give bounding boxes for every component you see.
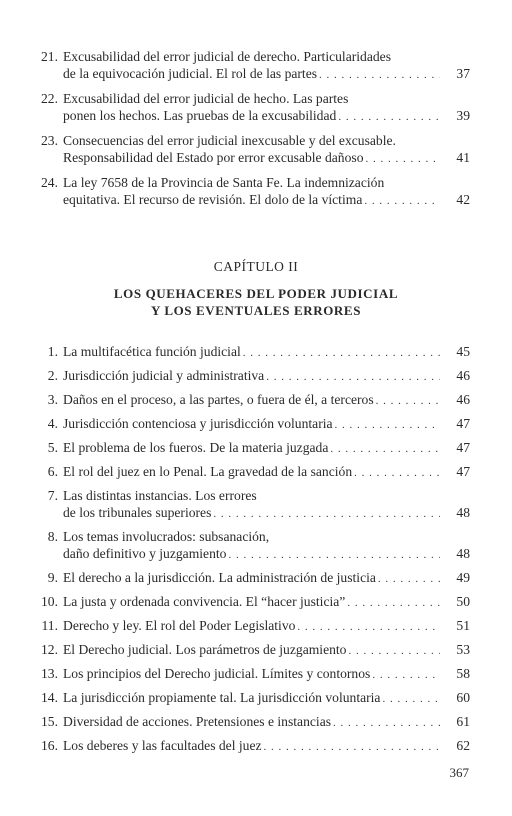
entry-page-number: 47 xyxy=(456,416,470,431)
leader-dots xyxy=(378,571,440,588)
leader-dots xyxy=(335,417,440,434)
page-number: 367 xyxy=(449,765,469,780)
toc-entry xyxy=(30,569,470,588)
entry-number: 16. xyxy=(41,738,58,753)
entry-line xyxy=(63,463,470,482)
toc-entry xyxy=(30,528,470,564)
entry-line xyxy=(63,569,470,588)
leader-dots xyxy=(243,345,440,362)
chapter-label: CAPÍTULO II xyxy=(213,259,299,274)
entry-body xyxy=(63,617,470,636)
entry-title-text: daño definitivo y juzgamiento xyxy=(63,546,227,561)
entry-title-text: Diversidad de acciones. Pretensiones e instancias xyxy=(63,714,332,729)
entry-title-text: Excusabilidad del error judicial de hecho. Las partes xyxy=(63,91,349,106)
entry-line xyxy=(63,593,470,612)
entry-title-text: Los temas involucrados: subsanación, xyxy=(63,529,270,544)
entry-body xyxy=(63,439,470,458)
toc-list-chapter-2 xyxy=(30,343,470,761)
entry-title-text: equitativa. El recurso de revisión. El dolo de la víctima xyxy=(63,192,363,207)
leader-dots xyxy=(297,619,440,636)
leader-dots xyxy=(366,151,441,168)
entry-number: 8. xyxy=(47,529,58,544)
entry-line xyxy=(63,343,470,362)
entry-number: 24. xyxy=(41,175,58,190)
toc-entry xyxy=(30,48,470,84)
entry-body xyxy=(63,48,470,84)
entry-title-text: El problema de los fueros. De la materia juzgada xyxy=(63,440,329,455)
toc-entry xyxy=(30,593,470,612)
entry-title-text: Jurisdicción judicial y administrativa xyxy=(63,368,265,383)
leader-dots xyxy=(330,441,440,458)
leader-dots xyxy=(382,691,440,708)
entry-line xyxy=(63,149,470,168)
entry-number: 11. xyxy=(41,618,58,633)
leader-dots xyxy=(333,715,440,732)
entry-number: 14. xyxy=(41,690,58,705)
entry-title-text: La multifacética función judicial xyxy=(63,344,241,359)
toc-list-chapter-1-continued xyxy=(30,48,470,216)
entry-page-number: 48 xyxy=(456,546,470,561)
leader-dots xyxy=(264,739,440,756)
entry-line xyxy=(63,689,470,708)
entry-line xyxy=(63,439,470,458)
entry-number: 3. xyxy=(47,392,58,407)
entry-body xyxy=(63,487,470,523)
leader-dots xyxy=(364,193,440,210)
entry-number: 1. xyxy=(47,344,58,359)
entry-line xyxy=(63,528,470,545)
entry-body xyxy=(63,367,470,386)
entry-title-text: La jurisdicción propiamente tal. La jurisdicción voluntaria xyxy=(63,690,381,705)
entry-number: 5. xyxy=(47,440,58,455)
entry-body xyxy=(63,569,470,588)
entry-page-number: 60 xyxy=(456,690,470,705)
entry-number: 10. xyxy=(41,594,58,609)
entry-page-number: 62 xyxy=(456,738,470,753)
entry-line xyxy=(63,545,470,564)
toc-entry xyxy=(30,487,470,523)
entry-page-number: 49 xyxy=(456,570,470,585)
entry-number: 4. xyxy=(47,416,58,431)
leader-dots xyxy=(213,506,440,523)
leader-dots xyxy=(338,109,440,126)
entry-title-text: Consecuencias del error judicial inexcusable y del excusable. xyxy=(63,133,396,148)
toc-entry xyxy=(30,617,470,636)
entry-body xyxy=(63,713,470,732)
entry-title-text: de los tribunales superiores xyxy=(63,505,212,520)
entry-body xyxy=(63,737,470,756)
entry-body xyxy=(63,593,470,612)
entry-title-text: Daños en el proceso, a las partes, o fuera de él, a terceros xyxy=(63,392,374,407)
leader-dots xyxy=(348,643,440,660)
leader-dots xyxy=(376,393,440,410)
entry-line xyxy=(63,737,470,756)
entry-page-number: 41 xyxy=(456,150,470,165)
entry-title-text: ponen los hechos. Las pruebas de la excusabilidad xyxy=(63,108,337,123)
entry-title-text: Excusabilidad del error judicial de derecho. Particularidades xyxy=(63,49,392,64)
entry-page-number: 39 xyxy=(456,108,470,123)
entry-body xyxy=(63,665,470,684)
entry-line xyxy=(63,65,470,84)
entry-page-number: 37 xyxy=(456,66,470,81)
entry-title-text: Las distintas instancias. Los errores xyxy=(63,488,257,503)
entry-line xyxy=(63,90,470,107)
entry-title-text: Los deberes y las facultades del juez xyxy=(63,738,262,753)
entry-title-text: El Derecho judicial. Los parámetros de juzgamiento xyxy=(63,642,347,657)
entry-title-text: La justa y ordenada convivencia. El “hacer justicia” xyxy=(63,594,346,609)
toc-entry xyxy=(30,391,470,410)
entry-line xyxy=(63,107,470,126)
entry-number: 22. xyxy=(41,91,58,106)
entry-line xyxy=(63,174,470,191)
entry-title-text: La ley 7658 de la Provincia de Santa Fe. La indemnización xyxy=(63,175,385,190)
entry-body xyxy=(63,463,470,482)
entry-page-number: 46 xyxy=(456,368,470,383)
entry-page-number: 50 xyxy=(456,594,470,609)
entry-body xyxy=(63,343,470,362)
entry-number: 9. xyxy=(47,570,58,585)
toc-entry xyxy=(30,174,470,210)
entry-number: 12. xyxy=(41,642,58,657)
toc-entry xyxy=(30,343,470,362)
toc-entry xyxy=(30,132,470,168)
toc-entry xyxy=(30,641,470,660)
leader-dots xyxy=(347,595,440,612)
entry-line xyxy=(63,504,470,523)
entry-body xyxy=(63,528,470,564)
entry-body xyxy=(63,90,470,126)
entry-title-text: Jurisdicción contenciosa y jurisdicción voluntaria xyxy=(63,416,333,431)
leader-dots xyxy=(372,667,440,684)
entry-line xyxy=(63,367,470,386)
entry-line xyxy=(63,415,470,434)
entry-page-number: 48 xyxy=(456,505,470,520)
chapter-title-line-1: LOS QUEHACERES DEL PODER JUDICIAL xyxy=(113,286,399,301)
leader-dots xyxy=(228,547,440,564)
entry-page-number: 45 xyxy=(456,344,470,359)
entry-title-text: Los principios del Derecho judicial. Límites y contornos xyxy=(63,666,371,681)
entry-page-number: 47 xyxy=(456,440,470,455)
entry-title-text: El rol del juez en lo Penal. La gravedad de la sanción xyxy=(63,464,353,479)
entry-line xyxy=(63,487,470,504)
entry-body xyxy=(63,174,470,210)
entry-number: 21. xyxy=(41,49,58,64)
entry-page-number: 42 xyxy=(456,192,470,207)
entry-title-text: Derecho y ley. El rol del Poder Legislativo xyxy=(63,618,296,633)
entry-page-number: 58 xyxy=(456,666,470,681)
entry-body xyxy=(63,391,470,410)
entry-title-text: El derecho a la jurisdicción. La administración de justicia xyxy=(63,570,376,585)
toc-entry xyxy=(30,689,470,708)
toc-entry xyxy=(30,713,470,732)
leader-dots xyxy=(319,67,440,84)
entry-number: 15. xyxy=(41,714,58,729)
entry-line xyxy=(63,48,470,65)
entry-body xyxy=(63,689,470,708)
entry-body xyxy=(63,641,470,660)
entry-line xyxy=(63,132,470,149)
entry-body xyxy=(63,415,470,434)
toc-entry xyxy=(30,90,470,126)
entry-page-number: 53 xyxy=(456,642,470,657)
entry-number: 7. xyxy=(47,488,58,503)
entry-line xyxy=(63,617,470,636)
toc-entry xyxy=(30,737,470,756)
entry-title-text: de la equivocación judicial. El rol de las partes xyxy=(63,66,318,81)
entry-number: 6. xyxy=(47,464,58,479)
entry-page-number: 61 xyxy=(456,714,470,729)
entry-number: 23. xyxy=(41,133,58,148)
entry-page-number: 51 xyxy=(456,618,470,633)
entry-title-text: Responsabilidad del Estado por error excusable dañoso xyxy=(63,150,364,165)
toc-entry xyxy=(30,415,470,434)
entry-page-number: 47 xyxy=(456,464,470,479)
entry-line xyxy=(63,713,470,732)
entry-line xyxy=(63,641,470,660)
entry-page-number: 46 xyxy=(456,392,470,407)
leader-dots xyxy=(266,369,440,386)
entry-body xyxy=(63,132,470,168)
entry-line xyxy=(63,665,470,684)
leader-dots xyxy=(354,465,440,482)
entry-line xyxy=(63,391,470,410)
entry-number: 2. xyxy=(47,368,58,383)
chapter-title-line-2: Y LOS EVENTUALES ERRORES xyxy=(150,303,362,318)
toc-entry xyxy=(30,439,470,458)
toc-entry xyxy=(30,665,470,684)
entry-number: 13. xyxy=(41,666,58,681)
toc-entry xyxy=(30,463,470,482)
entry-line xyxy=(63,191,470,210)
toc-entry xyxy=(30,367,470,386)
